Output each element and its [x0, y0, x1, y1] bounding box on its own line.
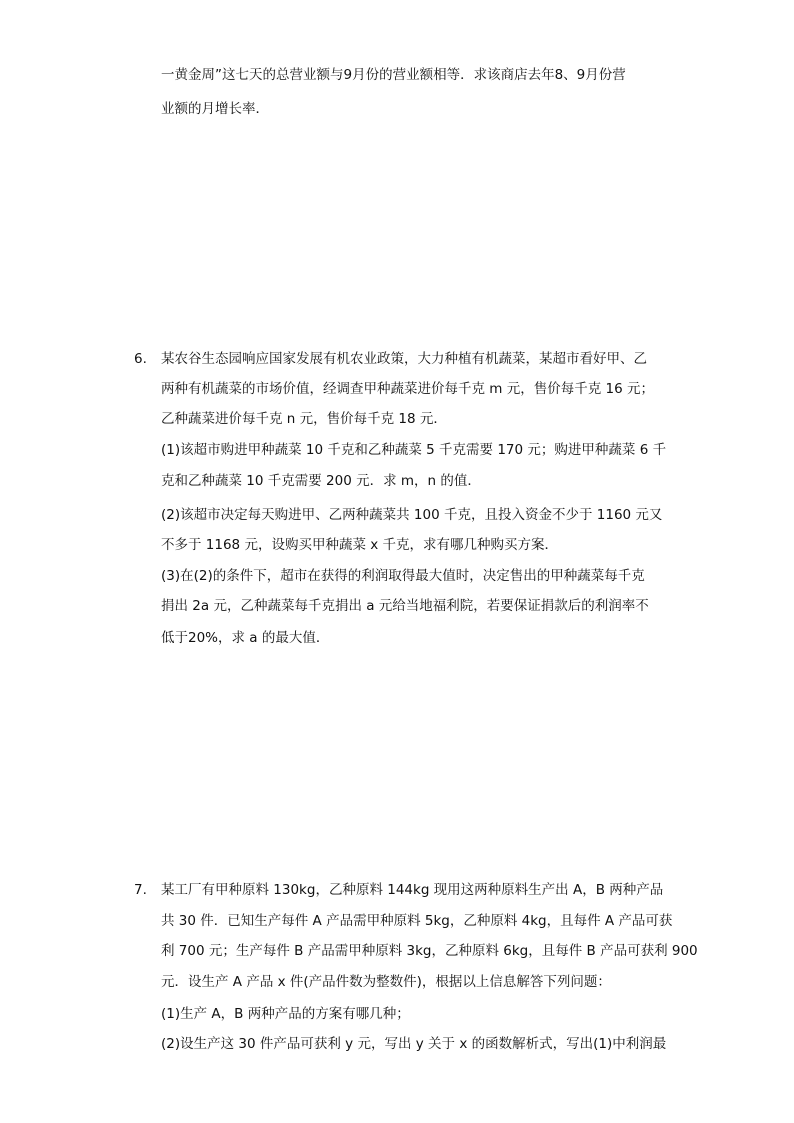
intro-line-1: 一黄金周”这七天的总营业额与9月份的营业额相等．求该商店去年8、9月份营: [161, 67, 626, 83]
question-6-number: 6.: [134, 351, 147, 367]
question-6-line-2: 两种有机蔬菜的市场价值，经调查甲种蔬菜进价每千克 m 元，售价每千克 16 元；: [161, 381, 654, 397]
question-6-line-4: (1)该超市购进甲种蔬菜 10 千克和乙种蔬菜 5 千克需要 170 元；购进甲种蔬菜 6 千: [161, 442, 667, 458]
question-7-line-1: 某工厂有甲种原料 130kg，乙种原料 144kg 现用这两种原料生产出 A，B 两种产品: [161, 882, 664, 898]
question-6-line-9: 捐出 2a 元，乙种蔬菜每千克捐出 a 元给当地福利院，若要保证捐款后的利润率不: [161, 598, 649, 614]
intro-line-2: 业额的月增长率．: [161, 101, 269, 117]
question-6-line-5: 克和乙种蔬菜 10 千克需要 200 元．求 m，n 的值．: [161, 473, 481, 489]
question-7-line-5: (1)生产 A，B 两种产品的方案有哪几种；: [161, 1006, 410, 1022]
question-7-line-6: (2)设生产这 30 件产品可获利 y 元，写出 y 关于 x 的函数解析式，写出(1)中利润最: [161, 1036, 667, 1052]
question-7-line-2: 共 30 件．已知生产每件 A 产品需甲种原料 5kg，乙种原料 4kg，且每件 A 产品可获: [161, 913, 673, 929]
question-7-number: 7.: [134, 882, 147, 898]
question-6-line-10: 低于20%，求 a 的最大值．: [161, 630, 330, 646]
question-6-line-6: (2)该超市决定每天购进甲、乙两种蔬菜共 100 千克，且投入资金不少于 1160 元又: [161, 507, 663, 523]
question-6-line-1: 某农谷生态园响应国家发展有机农业政策，大力种植有机蔬菜，某超市看好甲、乙: [161, 351, 647, 367]
question-7-line-3: 利 700 元；生产每件 B 产品需甲种原料 3kg，乙种原料 6kg，且每件 B 产品可获利 900: [161, 943, 698, 959]
question-6-line-8: (3)在(2)的条件下，超市在获得的利润取得最大值时，决定售出的甲种蔬菜每千克: [161, 568, 645, 584]
question-6-line-7: 不多于 1168 元，设购买甲种蔬菜 x 千克，求有哪几种购买方案．: [161, 537, 559, 553]
question-7-line-4: 元．设生产 A 产品 x 件(产品件数为整数件)，根据以上信息解答下列问题：: [161, 974, 611, 990]
question-6-line-3: 乙种蔬菜进价每千克 n 元，售价每千克 18 元．: [161, 411, 447, 427]
